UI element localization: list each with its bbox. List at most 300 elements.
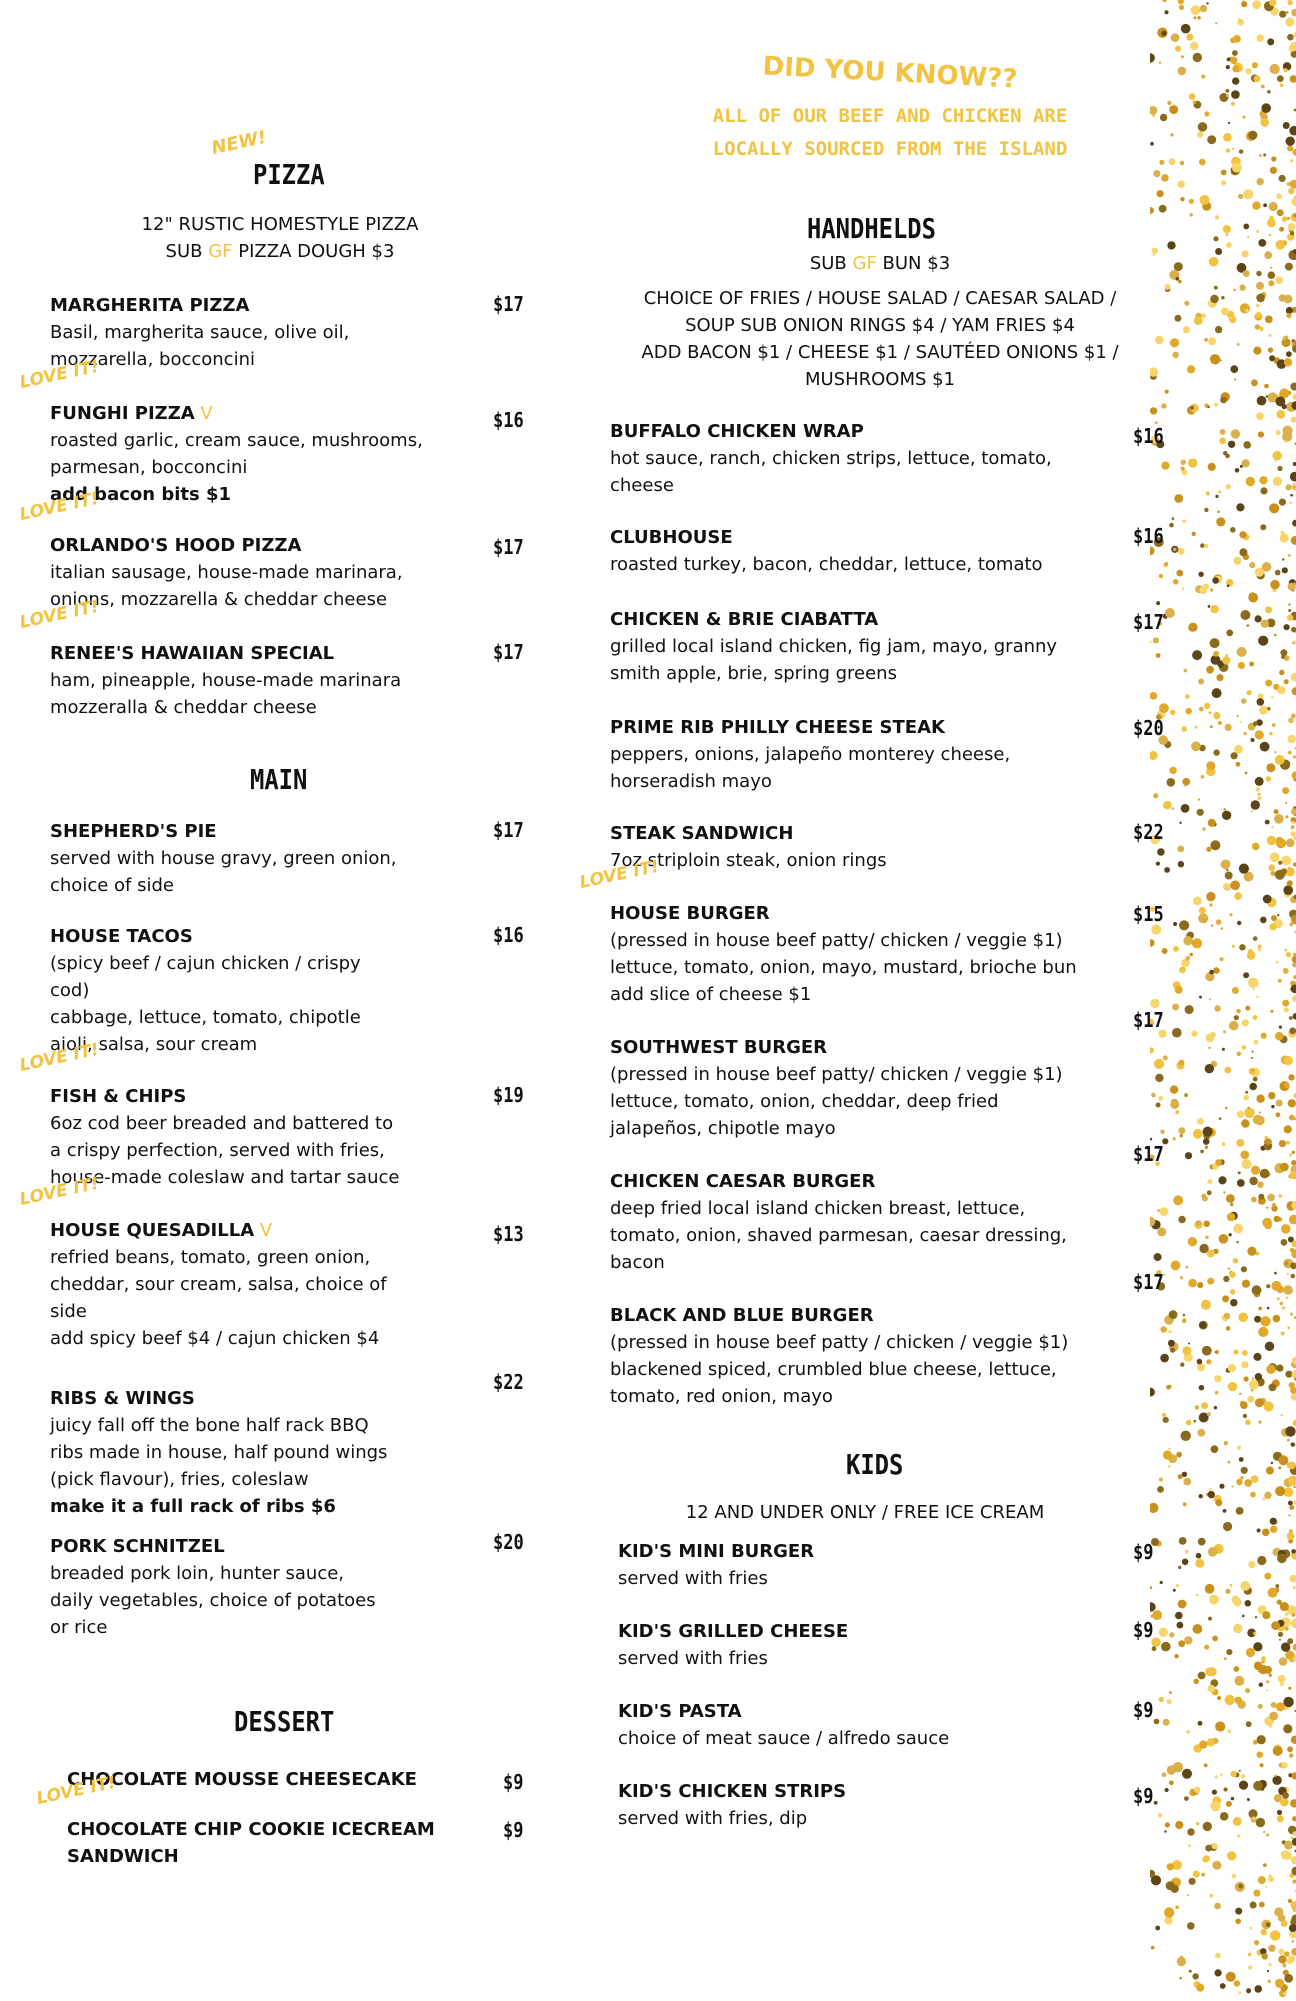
confetti-dot [1294,1486,1296,1488]
confetti-dot [1197,1359,1203,1365]
confetti-dot [1288,751,1292,755]
confetti-dot [1193,53,1202,62]
confetti-dot [1272,723,1275,726]
pizza-subtitle-line1: 12" RUSTIC HOMESTYLE PIZZA [141,214,419,235]
menu-item-name [610,900,1130,927]
confetti-dot [1224,1657,1227,1660]
confetti-dot [1291,198,1296,206]
confetti-dot [1258,1704,1263,1709]
confetti-dot [1209,970,1214,975]
confetti-dot [1240,610,1250,620]
menu-item-description: deep fried local island chicken breast, lettuce, tomato, onion, shaved parmesan, caesar dressing, bacon [610,1198,1067,1273]
confetti-dot [1266,395,1268,397]
confetti-dot [1164,1907,1174,1917]
confetti-dot [1213,749,1219,755]
confetti-dot [1206,2,1208,4]
confetti-dot [1255,777,1264,786]
confetti-dot [1156,1103,1161,1108]
confetti-dot [1223,1276,1229,1282]
menu-item-description: 7oz striploin steak, onion rings [610,850,887,871]
confetti-dot [1236,1009,1240,1013]
confetti-dot [1288,609,1291,612]
confetti-dot [1284,1056,1293,1065]
confetti-dot [1279,175,1286,182]
menu-item-name-text: CHOCOLATE CHIP COOKIE ICECREAM SANDWICH [67,1819,435,1867]
confetti-dot [1258,1327,1268,1337]
confetti-dot [1243,972,1249,978]
confetti-dot [1247,690,1252,695]
confetti-dot [1173,922,1177,926]
confetti-dot [1291,1772,1296,1779]
confetti-dot [1277,75,1284,82]
confetti-dot [1235,1918,1241,1924]
confetti-dot [1284,1951,1289,1956]
menu-item-name-text: STEAK SANDWICH [610,823,794,844]
confetti-dot [1293,1645,1296,1651]
confetti-dot [1215,1391,1219,1395]
confetti-dot [1184,669,1188,673]
confetti-dot [1269,202,1278,211]
menu-item-description: choice of meat sauce / alfredo sauce [618,1728,950,1749]
confetti-dot [1256,34,1264,42]
pizza-subtitle [80,211,480,265]
confetti-dot [1171,1261,1181,1271]
confetti-dot [1203,1138,1210,1145]
confetti-dot [1210,588,1213,591]
confetti-dot [1285,336,1288,339]
confetti-dot [1240,465,1243,468]
confetti-dot [1227,1730,1231,1734]
confetti-dot [1243,189,1253,199]
confetti-dot [1226,1326,1231,1331]
confetti-dot [1271,696,1273,698]
confetti-dot [1284,1841,1293,1850]
confetti-dot [1245,309,1249,313]
confetti-dot [1159,1628,1168,1637]
confetti-dot [1236,503,1244,511]
confetti-dot [1288,554,1291,557]
confetti-dot [1253,1077,1258,1082]
confetti-dot [1208,1547,1218,1557]
confetti-dot [1277,410,1286,419]
confetti-dot [1249,1177,1257,1185]
confetti-dot [1222,656,1230,664]
menu-item-name-text: FUNGHI PIZZA [50,403,195,424]
confetti-dot [1168,1465,1171,1468]
pizza-sub-post: PIZZA DOUGH $3 [232,241,395,262]
confetti-dot [1213,967,1220,974]
menu-item-description: served with house gravy, green onion, choice of side [50,848,397,896]
confetti-dot [1284,679,1289,684]
confetti-dot [1220,1812,1229,1821]
confetti-dot [1282,1792,1289,1799]
confetti-dot [1205,1064,1214,1073]
confetti-dot [1230,1299,1237,1306]
confetti-dot [1169,1691,1172,1694]
confetti-dot [1163,1055,1168,1060]
confetti-dot [1231,429,1240,438]
confetti-dot [1178,1216,1185,1223]
confetti-dot [1291,1856,1296,1864]
confetti-dot [1275,460,1277,462]
menu-item-name [50,1083,470,1110]
confetti-dot [1203,1855,1210,1862]
confetti-dot [1253,721,1258,726]
confetti-dot [1232,945,1235,948]
confetti-dot [1242,1019,1249,1026]
confetti-dot [1280,533,1289,542]
confetti-dot [1225,1695,1235,1705]
confetti-dot [1291,808,1296,814]
confetti-dot [1208,605,1211,608]
confetti-dot [1215,1159,1222,1166]
confetti-dot [1202,827,1205,830]
confetti-dot [1206,1359,1211,1364]
confetti-dot [1266,1680,1269,1683]
confetti-dot [1286,484,1292,490]
confetti-dot [1184,301,1189,306]
confetti-dot [1259,706,1268,715]
confetti-dot [1183,936,1192,945]
confetti-dot [1265,316,1273,324]
confetti-dot [1185,1152,1192,1159]
confetti-dot [1165,608,1175,618]
confetti-dot [1288,1099,1296,1107]
confetti-dot [1231,1596,1239,1604]
confetti-dot [1290,75,1296,83]
confetti-dot [1211,1445,1219,1453]
confetti-dot [1275,1032,1284,1041]
confetti-dot [1209,1488,1212,1491]
confetti-dot [1170,1348,1175,1353]
menu-item-name-text: CHOCOLATE MOUSSE CHEESECAKE [67,1769,417,1790]
menu-item-chicken-brie-ciabatta [610,606,1130,687]
confetti-dot [1268,1963,1271,1966]
confetti-dot [1273,1746,1283,1756]
confetti-dot [1215,1721,1225,1731]
confetti-dot [1225,233,1228,236]
confetti-dot [1208,337,1216,345]
confetti-dot [1244,1108,1254,1118]
confetti-dot [1276,1702,1285,1711]
confetti-dot [1275,1979,1284,1988]
confetti-dot [1156,601,1160,605]
confetti-dot [1285,1612,1289,1616]
confetti-dot [1262,562,1272,572]
confetti-dot [1207,1738,1215,1746]
confetti-dot [1192,532,1196,536]
menu-item-price: $16 [493,408,524,432]
confetti-dot [1214,1903,1221,1910]
confetti-dot [1291,1160,1296,1165]
confetti-dot [1249,1380,1259,1390]
confetti-dot [1243,224,1249,230]
confetti-dot [1225,872,1233,880]
confetti-dot [1242,250,1249,257]
confetti-dot [1153,793,1158,798]
confetti-dot [1188,1343,1190,1345]
confetti-dot [1243,1414,1247,1418]
confetti-dot [1265,680,1272,687]
confetti-dot [1239,944,1245,950]
confetti-dot [1274,751,1276,753]
confetti-dot [1226,148,1230,152]
confetti-dot [1288,1514,1290,1516]
menu-item-margherita-pizza [50,292,470,373]
menu-item-price: $17 [493,640,524,664]
confetti-dot [1228,441,1235,448]
confetti-dot [1257,698,1265,706]
confetti-dot [1245,772,1248,775]
confetti-dot [1288,603,1290,605]
confetti-dot [1161,403,1166,408]
menu-item-description: (pressed in house beef patty/ chicken / veggie $1) lettuce, tomato, onion, cheddar, deep fried jalapeños, chipotle mayo [610,1064,1063,1139]
menu-item-name [50,1217,470,1244]
confetti-dot [1289,922,1293,926]
did-you-know-heading: DID YOU KNOW?? [761,51,1019,95]
confetti-dot [1192,650,1202,660]
confetti-dot [1266,763,1275,772]
confetti-dot [1279,227,1284,232]
confetti-dot [1211,925,1213,927]
menu-item-house-tacos [50,923,470,1058]
confetti-dot [1177,1622,1184,1629]
confetti-dot [1225,724,1232,731]
confetti-dot [1173,1762,1183,1772]
confetti-dot [1291,1393,1296,1401]
confetti-dot [1222,811,1231,820]
confetti-dot [1157,190,1164,197]
confetti-dot [1236,762,1241,767]
confetti-dot [1276,1100,1283,1107]
confetti-dot [1171,1885,1179,1893]
menu-item-price: $9 [503,1770,524,1794]
confetti-dot [1249,1927,1252,1930]
confetti-dot [1291,536,1296,545]
confetti-dot [1281,1605,1285,1609]
confetti-dot [1234,1980,1240,1986]
menu-item-price: $17 [1133,610,1164,634]
menu-item-clubhouse [610,524,1130,578]
confetti-dot [1250,1492,1256,1498]
confetti-dot [1150,1586,1152,1589]
confetti-dot [1260,1763,1264,1767]
confetti-dot [1258,636,1268,646]
confetti-dot [1274,1272,1277,1275]
confetti-dot [1277,914,1279,916]
confetti-dot [1287,1958,1294,1965]
menu-item-price: $16 [1133,424,1164,448]
confetti-dot [1165,390,1169,394]
confetti-dot [1264,1492,1271,1499]
confetti-dot [1242,1045,1246,1049]
confetti-dot [1276,240,1286,250]
confetti-dot [1195,1405,1199,1409]
menu-item-southwest-burger [610,1034,1130,1142]
pizza-sub-pre: SUB [165,241,209,262]
confetti-dot [1239,548,1247,556]
confetti-dot [1155,1074,1163,1082]
confetti-dot [1262,1218,1272,1228]
confetti-dot [1255,1616,1257,1618]
love-it-tag: LOVE IT! [17,1173,101,1210]
did-you-know-line1: ALL OF OUR BEEF AND CHICKEN ARE [712,105,1068,127]
confetti-dot [1197,1429,1205,1437]
confetti-dot [1253,347,1261,355]
menu-item-price: $17 [1133,1270,1164,1294]
confetti-dot [1150,1047,1154,1053]
confetti-dot [1238,194,1243,199]
confetti-dot [1268,1092,1275,1099]
confetti-dot [1291,1274,1295,1278]
confetti-dot [1201,75,1205,79]
confetti-dot [1245,1006,1250,1011]
confetti-dot [1276,397,1286,407]
confetti-dot [1268,1876,1274,1882]
confetti-dot [1195,726,1198,729]
confetti-dot [1272,1776,1281,1785]
menu-item-addon: add bacon bits $1 [50,484,232,505]
confetti-dot [1285,1627,1289,1631]
confetti-dot [1267,1970,1269,1972]
confetti-dot [1249,592,1256,599]
confetti-dot [1220,429,1226,435]
love-it-tag: LOVE IT! [17,1039,101,1076]
confetti-dot [1247,1396,1254,1403]
confetti-dot [1198,572,1203,577]
confetti-dot [1179,5,1184,10]
confetti-dot [1170,133,1174,137]
confetti-dot [1258,793,1261,796]
confetti-dot [1203,1822,1212,1831]
confetti-dot [1161,462,1169,470]
confetti-dot [1154,1059,1164,1069]
confetti-dot [1247,1107,1249,1109]
confetti-dot [1197,809,1204,816]
confetti-dot [1210,354,1220,364]
confetti-dot [1287,1327,1289,1329]
confetti-dot [1157,1486,1164,1493]
confetti-dot [1180,197,1184,201]
confetti-dot [1194,1679,1199,1684]
confetti-dot [1178,1600,1187,1609]
confetti-dot [1219,1484,1224,1489]
confetti-dot [1282,787,1289,794]
confetti-dot [1287,735,1295,743]
confetti-dot [1246,1721,1252,1727]
confetti-dot [1215,1953,1221,1959]
confetti-dot [1264,1573,1271,1580]
confetti-dot [1277,1600,1282,1605]
new-tag: NEW! [209,126,269,159]
confetti-dot [1176,1452,1182,1458]
confetti-dot [1162,948,1168,954]
confetti-dot [1185,1550,1189,1554]
menu-item-orlando-s-hood-pizza [50,532,470,613]
main-section-title: MAIN [250,763,308,796]
menu-item-name-text: HOUSE TACOS [50,926,193,947]
confetti-dot [1282,558,1284,560]
confetti-dot [1287,182,1290,185]
confetti-dot [1242,459,1250,467]
menu-item-name [610,606,1130,633]
confetti-dot [1150,692,1157,700]
confetti-dot [1160,114,1167,121]
menu-item-name-text: HOUSE BURGER [610,903,770,924]
confetti-dot [1275,277,1283,285]
confetti-dot [1231,1485,1233,1487]
confetti-dot [1289,1016,1293,1020]
confetti-dot [1263,1863,1267,1867]
confetti-dot [1224,808,1226,810]
menu-item-house-quesadilla [50,1217,470,1352]
confetti-dot [1251,738,1255,742]
confetti-dot [1266,1834,1269,1837]
menu-item-price: $16 [1133,524,1164,548]
confetti-dot [1264,1402,1274,1412]
confetti-dot [1178,67,1187,76]
confetti-dot [1259,1112,1261,1114]
confetti-dot [1224,1313,1230,1319]
confetti-dot [1220,927,1223,930]
confetti-dot [1150,1388,1155,1397]
confetti-dot [1182,519,1186,523]
confetti-dot [1287,1746,1293,1752]
handhelds-sub-post: BUN $3 [876,253,951,274]
menu-item-name [618,1618,1098,1645]
confetti-dot [1178,280,1182,284]
confetti-dot [1169,158,1176,165]
confetti-dot [1292,771,1296,779]
confetti-dot [1281,1224,1291,1234]
confetti-dot [1256,996,1258,998]
confetti-dot [1230,527,1236,533]
confetti-dot [1198,1721,1203,1726]
confetti-dot [1260,1316,1270,1326]
confetti-dot [1159,1697,1164,1702]
confetti-dot [1278,1914,1286,1922]
confetti-dot [1213,236,1218,241]
confetti-dot [1293,394,1296,400]
confetti-dot [1277,1815,1284,1822]
confetti-dot [1201,1873,1205,1877]
confetti-dot [1258,1307,1262,1311]
confetti-dot [1217,510,1220,513]
confetti-dot [1277,686,1285,694]
confetti-dot [1199,1322,1206,1329]
confetti-dot [1275,570,1281,576]
confetti-dot [1279,1657,1288,1666]
confetti-dot [1268,334,1271,337]
confetti-dot [1256,787,1261,792]
confetti-dot [1245,1091,1248,1094]
confetti-dot [1176,277,1180,281]
confetti-dot [1188,623,1197,632]
confetti-dot [1154,1253,1162,1261]
confetti-dot [1226,869,1228,871]
confetti-dot [1208,463,1216,471]
confetti-dot [1262,1529,1270,1537]
confetti-dot [1185,694,1189,698]
confetti-dot [1282,567,1288,573]
confetti-dot [1181,24,1191,34]
confetti-dot [1204,544,1208,548]
confetti-dot [1157,848,1165,856]
confetti-dot [1182,1318,1187,1323]
confetti-dot [1282,216,1288,222]
confetti-dot [1291,1736,1296,1744]
confetti-dot [1187,1894,1189,1896]
